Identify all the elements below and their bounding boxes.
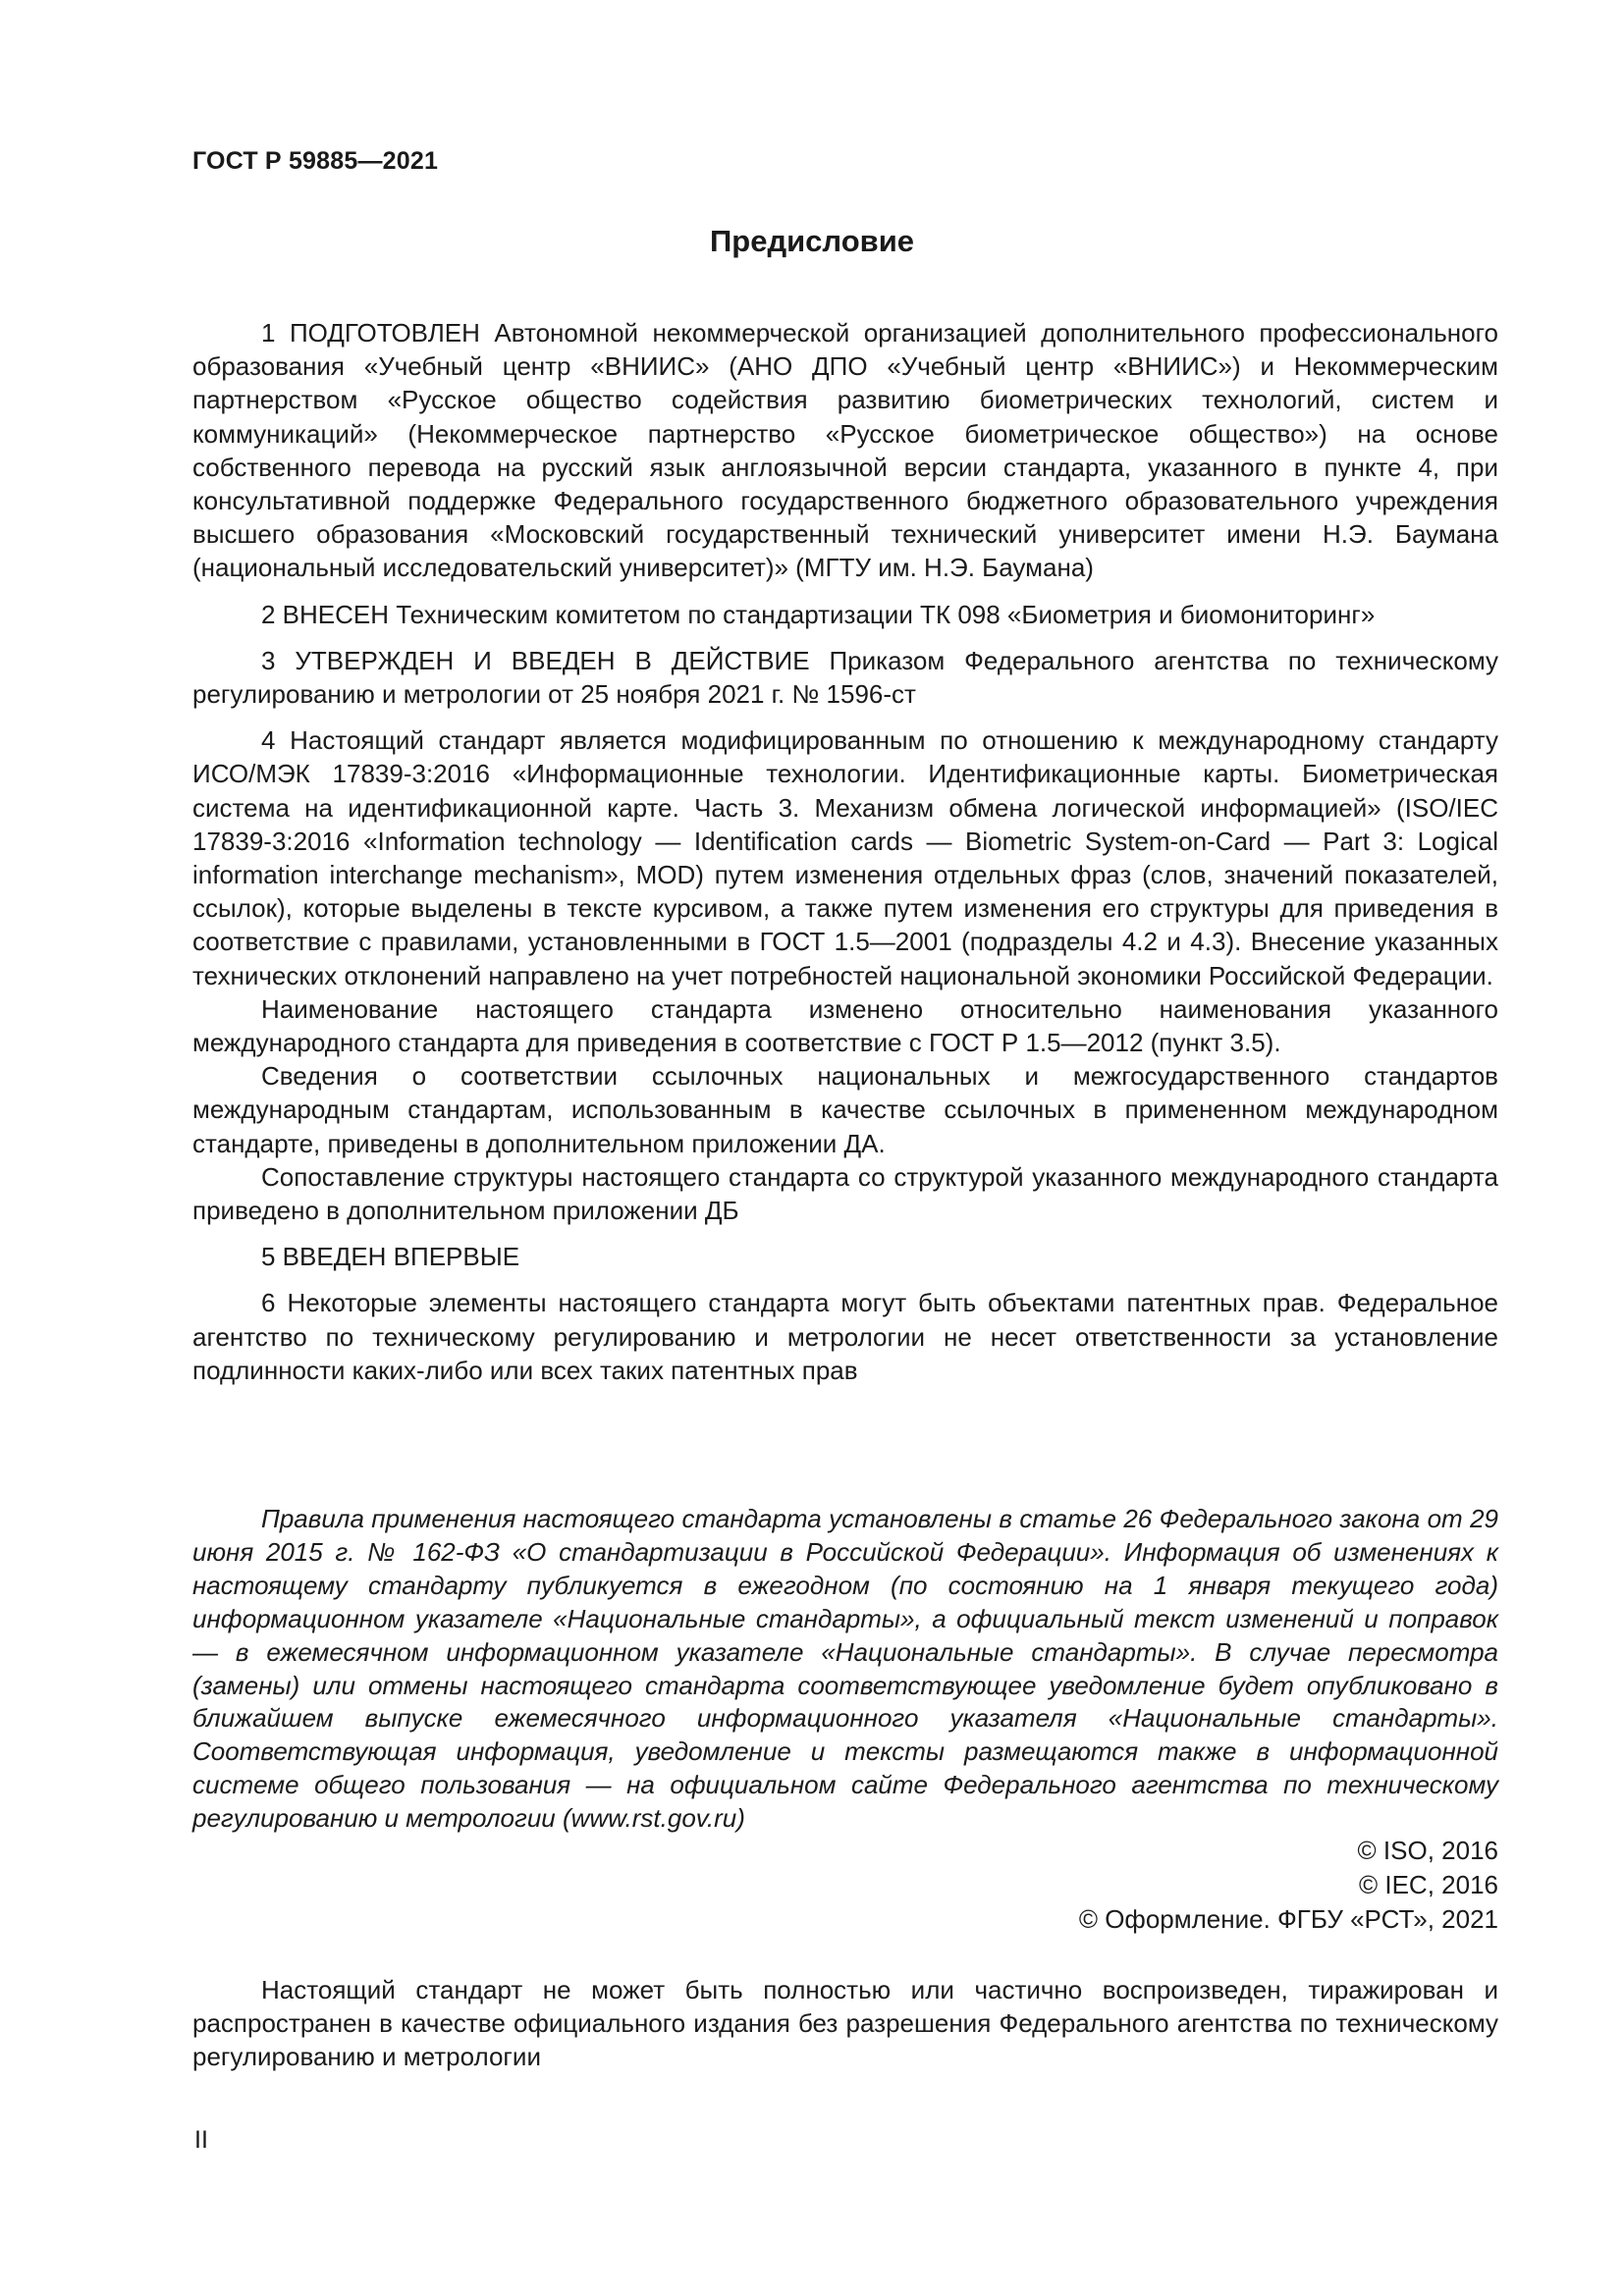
reproduction-notice-text: Настоящий стандарт не может быть полностью или частично воспроизведен, тиражирован и распространен в качестве официального издания без разрешения Федерального агентства по техническому регулированию и метрологии: [192, 1975, 1498, 2071]
paragraph-6-patents: 6 Некоторые элементы настоящего стандарта могут быть объектами патентных прав. Федеральное агентство по техническому регулированию и метрологии не несет ответственности за установление подлинности каких-либо или всех таких патентных прав: [192, 1288, 1498, 1385]
paragraph-4-references: Сведения о соответствии ссылочных национальных и межгосударственного стандартов международным стандартам, использованным в качестве ссылочных в примененном международном стандарте, приведены в дополнительном приложении ДА.: [192, 1061, 1498, 1158]
paragraph-4-name-change: Наименование настоящего стандарта изменено относительно наименования указанного международного стандарта для приведения в соответствие с ГОСТ Р 1.5—2012 (пункт 3.5).: [192, 993, 1498, 1058]
application-rules-text: Правила применения настоящего стандарта установлены в статье 26 Федерального закона от 29 июня 2015 г. № 162-ФЗ «О стандартизации в Российской Федерации». Информация об изменениях к настоящему стандарту публикуется в ежегодном (по состоянию на 1 января текущего года) информационном указателе «Национальные стандарты», а официальный текст изменений и поправок — в ежемесячном информационном указателе «Национальные стандарты». В случае пересмотра (замены) или отмены настоящего стандарта соответствующее уведомление будет опубликовано в ближайшем выпуске ежемесячного информационного указателя «Национальные стандарты». Соответствующая информация, уведомление и тексты размещаются также в информационной системе общего пользования — на официальном сайте Федерального агентства по техническому регулированию и метрологии (www.rst.gov.ru): [192, 1504, 1498, 1834]
copyright-iso: © ISO, 2016: [1357, 1836, 1498, 1865]
paragraph-1-prepared: 1 ПОДГОТОВЛЕН Автономной некоммерческой организацией дополнительного профессионального образования «Учебный центр «ВНИИС» (АНО ДПО «Учебный центр «ВНИИС») и Некоммерческим партнерством «Русское общество содействия развитию биометрических технологий, систем и коммуникаций» (Некоммерческое партнерство «Русское биометрическое общество») на основе собственного перевода на русский язык англоязычной версии стандарта, указанного в пункте 4, при консультативной поддержке Федерального государственного бюджетного образовательного учреждения высшего образования «Московский государственный технический университет имени Н.Э. Баумана (национальный исследовательский университет)» (МГТУ им. Н.Э. Баумана): [192, 318, 1498, 583]
copyright-rst: © Оформление. ФГБУ «РСТ», 2021: [1078, 1904, 1498, 1934]
copyright-block: [1079, 1834, 1498, 1937]
paragraph-3-approved: 3 УТВЕРЖДЕН И ВВЕДЕН В ДЕЙСТВИЕ Приказом Федерального агентства по техническому регулированию и метрологии от 25 ноября 2021 г. № 1596-ст: [192, 645, 1498, 710]
page-title: Предисловие: [709, 224, 914, 258]
foreword-body: [192, 316, 1498, 1387]
reproduction-notice: [192, 1973, 1498, 2073]
document-header: ГОСТ Р 59885—2021: [192, 147, 439, 175]
paragraph-2-introduced: 2 ВНЕСЕН Техническим комитетом по стандартизации ТК 098 «Биометрия и биомониторинг»: [261, 599, 1376, 629]
paragraph-4-modified: 4 Настоящий стандарт является модифицированным по отношению к международному стандарту ИСО/МЭК 17839-3:2016 «Информационные технологии. Идентификационные карты. Биометрическая система на идентификационной карте. Часть 3. Механизм обмена логической информацией» (ISO/IEC 17839-3:2016 «Information technology — Identification cards — Biometric System-on-Card — Part 3: Logical information interchange mechanism», MOD) путем изменения отдельных фраз (слов, значений показателей, ссылок), которые выделены в тексте курсивом, а также путем изменения его структуры для приведения в соответствие с правилами, установленными в ГОСТ 1.5—2001 (подразделы 4.2 и 4.3). Внесение указанных технических отклонений направлено на учет потребностей национальной экономики Российской Федерации.: [192, 725, 1498, 990]
application-rules-notice: [192, 1503, 1498, 1836]
copyright-iec: © IEC, 2016: [1358, 1870, 1498, 1899]
page-number: II: [194, 2126, 208, 2154]
paragraph-4-structure: Сопоставление структуры настоящего стандарта со структурой указанного международного стандарта приведено в дополнительном приложении ДБ: [192, 1161, 1498, 1226]
paragraph-5-first-introduced: 5 ВВЕДЕН ВПЕРВЫЕ: [261, 1242, 520, 1272]
